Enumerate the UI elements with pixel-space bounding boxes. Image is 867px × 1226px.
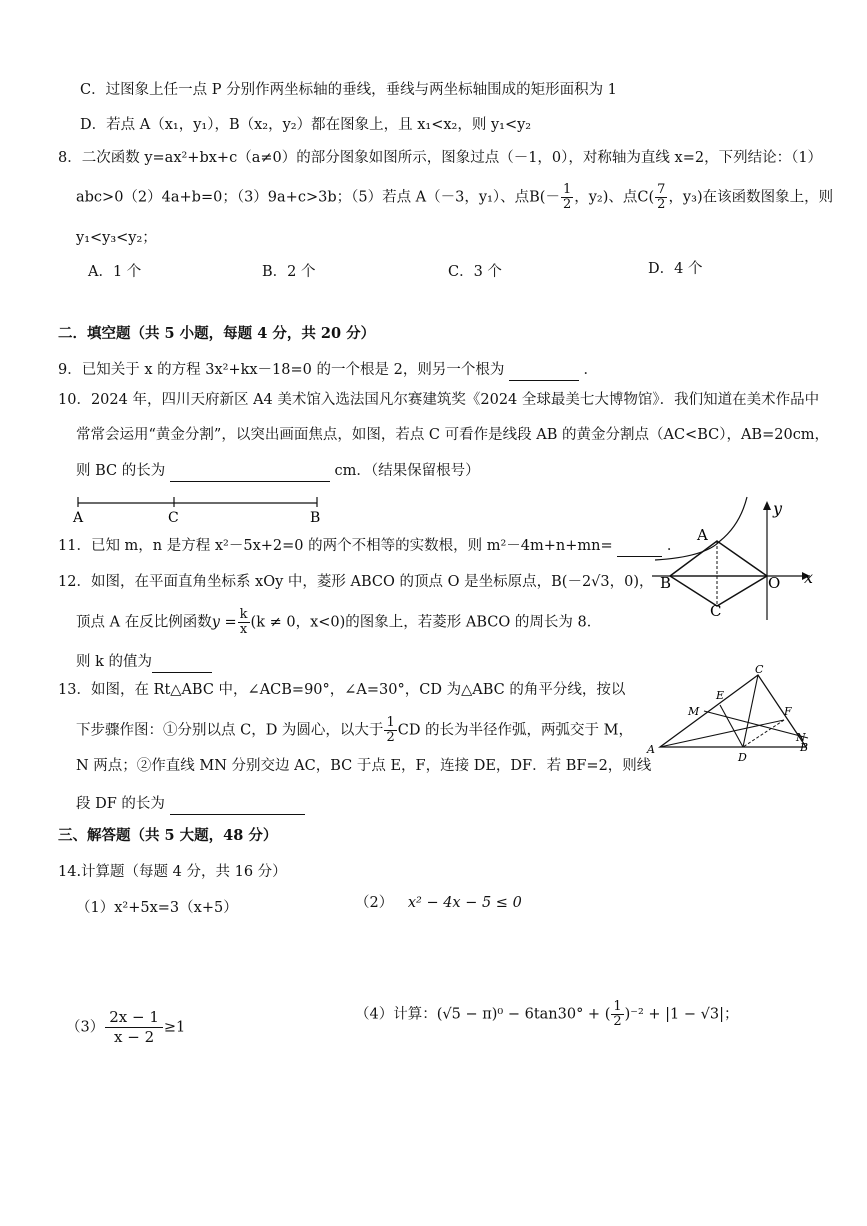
q9-end: ． — [583, 362, 599, 378]
q9 — [58, 360, 598, 381]
q13-fraction-numerator: 1 — [386, 715, 395, 730]
q14-part-4-expression-a: (√5 − π)⁰ − 6tan30° + ( — [436, 1006, 611, 1023]
q10-label-c: C — [168, 510, 179, 526]
q14-part-1: （1）x²+5x=3（x+5） — [76, 900, 238, 916]
q8-fraction-2-denominator: 2 — [657, 197, 666, 212]
q14-part-2-label: （2） — [355, 895, 394, 911]
section-3-title: 三、解答题（共 5 大题，48 分） — [58, 827, 278, 844]
q12-axis-x-label: x — [804, 568, 814, 587]
q12-label-b: B — [660, 574, 672, 592]
q14-part-3-numerator: 2x − 1 — [105, 1008, 163, 1028]
q8-fraction-2-numerator: 7 — [657, 182, 666, 197]
q12-line2-suffix: (k ≠ 0，x<0)的图象上，若菱形 ABCO 的周长为 8． — [250, 614, 602, 631]
q11-text: 11．已知 m，n 是方程 x²－5x+2=0 的两个不相等的实数根，则 m²－4m+n+mn= — [58, 538, 613, 554]
q11 — [58, 536, 681, 557]
q8-fraction-1-numerator: 1 — [562, 182, 572, 197]
q13-label-a: A — [647, 743, 655, 756]
q8-line2-part-b: ，y₂)、点C( — [574, 189, 655, 206]
q10-line3-suffix: cm．（结果保留根号） — [334, 463, 480, 479]
q13-line4 — [76, 794, 305, 815]
q10-line3-prefix: 则 BC 的长为 — [76, 463, 166, 479]
q13-line2-suffix: CD 的长为半径作弧，两弧交于 M， — [397, 722, 634, 739]
q14-part-3-label: （3） — [66, 1019, 105, 1036]
q8-option-a: A．1 个 — [88, 264, 142, 280]
q12-label-a: A — [697, 526, 708, 544]
q13-label-e: E — [716, 689, 725, 702]
q13-label-d: D — [738, 751, 747, 764]
q10-line3 — [76, 461, 480, 482]
q12-fraction-denominator: x — [239, 622, 248, 637]
q12-line2 — [76, 608, 601, 637]
q8-fraction-1 — [561, 183, 573, 212]
q7-option-c: C．过图象上任一点 P 分别作两坐标轴的垂线，垂线与两坐标轴围成的矩形面积为 1 — [80, 82, 617, 98]
q10-line2: 常常会运用“黄金分割”，以突出画面焦点，如图，若点 C 可看作是线段 AB 的黄金分割点（AC<BC），AB=20cm， — [76, 427, 830, 443]
q13-label-m: M — [688, 705, 700, 718]
q13-line2 — [76, 716, 633, 745]
q12-label-c: C — [710, 602, 722, 620]
q12-function-y: y = — [211, 614, 237, 631]
q14-part-3-fraction — [105, 1008, 163, 1047]
q13-fraction — [384, 716, 396, 745]
q12-line3 — [76, 652, 212, 673]
q13-line2-prefix: 下步骤作图：①分别以点 C，D 为圆心，以大于 — [76, 722, 384, 739]
q9-text: 9．已知关于 x 的方程 3x²+kx－18=0 的一个根是 2，则另一个根为 — [58, 362, 505, 378]
q13-label-n: N — [796, 731, 806, 744]
q10-label-b: B — [310, 510, 321, 526]
section-2-title: 二．填空题（共 5 小题，每题 4 分，共 20 分） — [58, 325, 376, 342]
q8-fraction-1-denominator: 2 — [562, 197, 572, 212]
q14-part-4-numerator: 1 — [613, 999, 622, 1014]
q10-segment-figure — [70, 493, 330, 527]
q13-triangle-figure — [640, 665, 820, 765]
q8-fraction-2 — [655, 183, 667, 212]
q14-part-3 — [66, 1008, 185, 1047]
q12-answer-blank[interactable] — [152, 652, 212, 673]
q14-part-4-label: （4）计算： — [355, 1006, 437, 1023]
q7-option-d: D．若点 A（x₁，y₁），B（x₂，y₂）都在图象上，且 x₁<x₂，则 y₁<y₂ — [80, 117, 532, 133]
q13-answer-blank[interactable] — [170, 794, 305, 815]
q14-part-4-fraction — [611, 1000, 623, 1029]
q12-label-o: O — [768, 574, 781, 592]
q10-line1: 10．2024 年，四川天府新区 A4 美术馆入选法国凡尔赛建筑奖《2024 全球最美七大博物馆》．我们知道在美术作品中 — [58, 392, 820, 408]
q12-fraction-numerator: k — [239, 607, 248, 622]
q14-title: 14.计算题（每题 4 分，共 16 分） — [58, 864, 287, 880]
q8-option-d: D．4 个 — [648, 261, 703, 277]
q8-line2 — [76, 183, 833, 212]
q13-label-f: F — [784, 705, 792, 718]
q14-part-3-rhs: ≥1 — [163, 1019, 186, 1036]
q13-label-b: B — [800, 741, 809, 754]
q14-part-2-expression: x² − 4x − 5 ≤ 0 — [407, 895, 522, 911]
q8-line3: y₁<y₃<y₂； — [76, 230, 157, 246]
q8-line2-part-c: ，y₃)在该函数图象上，则 — [668, 189, 834, 206]
q13-line3: N 两点；②作直线 MN 分别交边 AC，BC 于点 E，F，连接 DE，DF．若 BF=2，则线 — [76, 758, 652, 774]
q8-option-b: B．2 个 — [262, 264, 316, 280]
q9-answer-blank[interactable] — [509, 360, 579, 381]
q13-line4-text: 段 DF 的长为 — [76, 796, 165, 812]
q12-fraction — [238, 608, 250, 637]
q12-axis-y-label: y — [773, 499, 783, 518]
q14-part-4 — [355, 1000, 738, 1029]
q14-part-3-denominator: x − 2 — [114, 1028, 155, 1046]
q12-line2-prefix: 顶点 A 在反比例函数 — [76, 614, 212, 631]
q8-line2-part-a: abc>0（2）4a+b=0；（3）9a+c>3b；（5）若点 A（－3，y₁）、点B(－ — [76, 189, 560, 206]
q8-option-c: C．3 个 — [448, 264, 502, 280]
q13-label-c: C — [755, 663, 764, 676]
q12-line1: 12．如图，在平面直角坐标系 xOy 中，菱形 ABCO 的顶点 O 是坐标原点，B(－2√3，0)， — [58, 574, 654, 590]
q8-line1: 8．二次函数 y=ax²+bx+c（a≠0）的部分图象如图所示，图象过点（－1，0），对称轴为直线 x=2，下列结论：（1） — [58, 150, 823, 166]
q13-fraction-denominator: 2 — [386, 730, 395, 745]
q12-rhombus-figure — [650, 495, 820, 625]
q14-part-4-expression-b: )⁻² + |1 − √3|； — [624, 1006, 739, 1023]
q10-label-a: A — [73, 510, 84, 526]
q14-part-4-denominator: 2 — [613, 1014, 622, 1029]
q11-end: ． — [666, 538, 682, 554]
q12-line3-text: 则 k 的值为 — [76, 654, 153, 670]
q10-answer-blank[interactable] — [170, 461, 330, 482]
q14-part-2 — [355, 893, 522, 913]
q13-line1: 13．如图，在 Rt△ABC 中，∠ACB=90°，∠A=30°，CD 为△ABC 的角平分线，按以 — [58, 682, 626, 698]
